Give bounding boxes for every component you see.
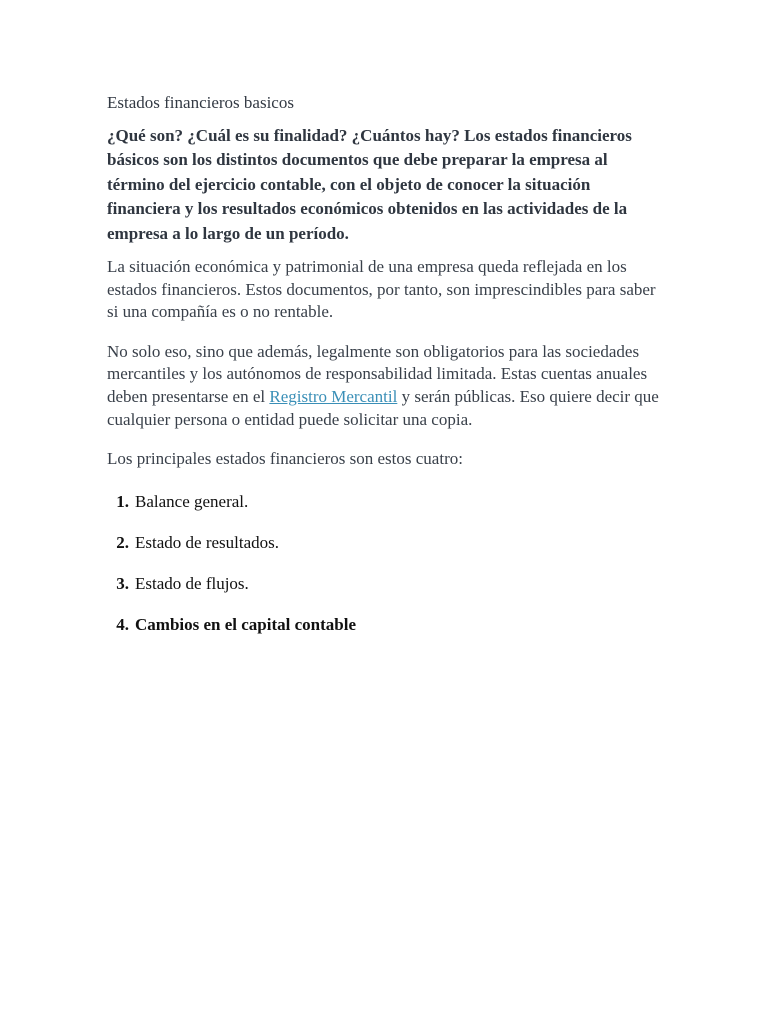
paragraph-obligatorios: [107, 341, 668, 431]
list-item-number: 4.: [116, 614, 129, 634]
intro-paragraph: ¿Qué son? ¿Cuál es su finalidad? ¿Cuántos hay? Los estados financieros básicos son los distintos documentos que debe preparar la empresa al término del ejercicio contable, con el objeto de conocer la situación financiera y los resultados económicos obtenidos en las actividades de la empresa a lo largo de un período.: [107, 126, 632, 243]
list-item-text: Balance general.: [135, 491, 249, 511]
financial-statements-list: [107, 491, 668, 636]
list-item: [107, 614, 668, 636]
paragraph-situacion: La situación económica y patrimonial de una empresa queda reflejada en los estados financieros. Estos documentos, por tanto, son imprescindibles para saber si una compañía es o no rentable.: [107, 257, 656, 322]
list-item: [107, 491, 668, 513]
registro-mercantil-link[interactable]: Registro Mercantil: [269, 387, 398, 406]
list-item-number: 3.: [116, 573, 129, 593]
list-item: [107, 532, 668, 554]
paragraph-obligatorios-start: No solo eso, sino que además, legalmente son obligatorios para las sociedades mercantiles y los autónomos de responsabilidad limitada. Estas cuentas anuales deben presentarse en el: [107, 341, 648, 406]
list-item-text: Estado de resultados.: [135, 532, 279, 552]
document-title: Estados financieros basicos: [107, 93, 294, 112]
list-item: [107, 573, 668, 595]
list-item-text: Estado de flujos.: [135, 573, 249, 593]
list-item-text: Cambios en el capital contable: [135, 614, 356, 634]
list-item-number: 1.: [116, 491, 129, 511]
paragraph-obligatorios-end: y serán públicas. Eso quiere decir que cualquier persona o entidad puede solicitar una copia.: [107, 387, 659, 429]
list-item-number: 2.: [116, 532, 129, 552]
paragraph-principales: Los principales estados financieros son estos cuatro:: [107, 449, 463, 469]
